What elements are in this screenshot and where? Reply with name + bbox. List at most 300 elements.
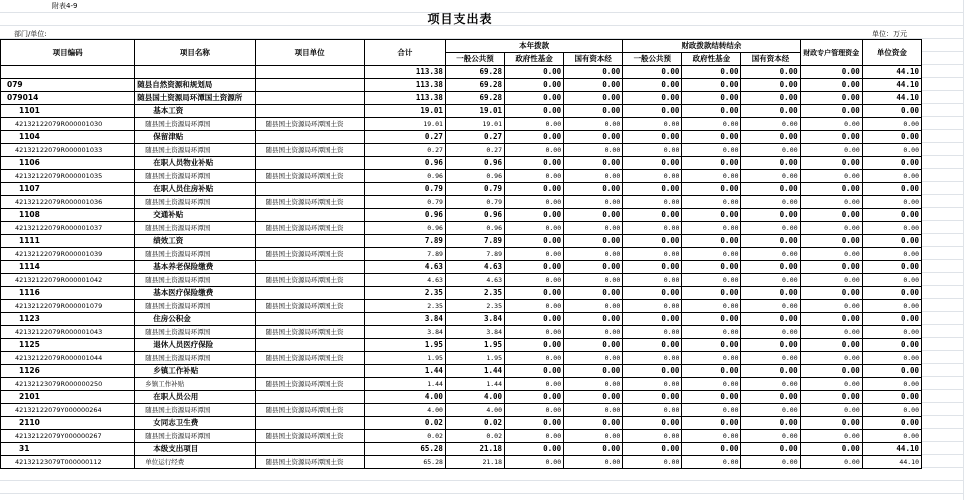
cell-state-capital[interactable]: 0.00: [564, 79, 623, 92]
cell-special-account[interactable]: 0.00: [800, 144, 862, 157]
cell-carry-general-budget[interactable]: 0.00: [623, 235, 682, 248]
cell-carry-government-fund[interactable]: 0.00: [682, 144, 741, 157]
cell-project-code[interactable]: [1, 66, 135, 79]
cell-carry-state-capital[interactable]: 0.00: [741, 105, 800, 118]
cell-project-name[interactable]: 随县国土资源局环潭国: [135, 196, 255, 209]
cell-project-unit[interactable]: [255, 157, 364, 170]
cell-total[interactable]: 1.95: [364, 352, 445, 365]
header-sub-carry-state-capital[interactable]: 国有资本经: [741, 53, 800, 66]
cell-general-budget[interactable]: 19.01: [445, 105, 504, 118]
cell-government-fund[interactable]: 0.00: [505, 183, 564, 196]
header-code[interactable]: 项目编码: [1, 40, 135, 66]
cell-carry-state-capital[interactable]: 0.00: [741, 92, 800, 105]
cell-project-unit[interactable]: 随县国土资源局环潭国土资: [255, 404, 364, 417]
cell-state-capital[interactable]: 0.00: [564, 404, 623, 417]
cell-carry-government-fund[interactable]: 0.00: [682, 417, 741, 430]
cell-project-name[interactable]: 随县国土资源局环潭国: [135, 300, 255, 313]
cell-carry-government-fund[interactable]: 0.00: [682, 456, 741, 469]
cell-general-budget[interactable]: 0.96: [445, 222, 504, 235]
cell-project-code[interactable]: 42132122079R000001030: [1, 118, 135, 131]
cell-unit-fund[interactable]: 0.00: [862, 118, 921, 131]
cell-government-fund[interactable]: 0.00: [505, 66, 564, 79]
cell-government-fund[interactable]: 0.00: [505, 170, 564, 183]
cell-total[interactable]: 0.02: [364, 430, 445, 443]
cell-total[interactable]: 4.00: [364, 404, 445, 417]
header-sub-state-capital[interactable]: 国有资本经: [564, 53, 623, 66]
cell-project-name[interactable]: 随县国土资源局环潭国: [135, 326, 255, 339]
cell-project-unit[interactable]: [255, 209, 364, 222]
cell-unit-fund[interactable]: 0.00: [862, 196, 921, 209]
cell-carry-government-fund[interactable]: 0.00: [682, 131, 741, 144]
cell-project-code[interactable]: 079: [1, 79, 135, 92]
cell-special-account[interactable]: 0.00: [800, 352, 862, 365]
cell-project-unit[interactable]: [255, 287, 364, 300]
cell-state-capital[interactable]: 0.00: [564, 118, 623, 131]
cell-carry-government-fund[interactable]: 0.00: [682, 430, 741, 443]
cell-state-capital[interactable]: 0.00: [564, 144, 623, 157]
cell-project-name[interactable]: 单位运行经费: [135, 456, 255, 469]
cell-project-code[interactable]: 42132122079R000001037: [1, 222, 135, 235]
cell-carry-government-fund[interactable]: 0.00: [682, 261, 741, 274]
cell-carry-general-budget[interactable]: 0.00: [623, 92, 682, 105]
cell-government-fund[interactable]: 0.00: [505, 417, 564, 430]
cell-special-account[interactable]: 0.00: [800, 196, 862, 209]
cell-carry-government-fund[interactable]: 0.00: [682, 66, 741, 79]
cell-total[interactable]: 7.89: [364, 235, 445, 248]
cell-total[interactable]: 113.38: [364, 92, 445, 105]
cell-carry-state-capital[interactable]: 0.00: [741, 365, 800, 378]
header-carryover-group[interactable]: 财政拨款结转结余: [623, 40, 800, 53]
cell-project-name[interactable]: 随县国土资源局环潭国: [135, 274, 255, 287]
cell-state-capital[interactable]: 0.00: [564, 274, 623, 287]
cell-project-code[interactable]: 42132122079R000001044: [1, 352, 135, 365]
cell-project-name[interactable]: 在职人员住房补贴: [135, 183, 255, 196]
cell-total[interactable]: 7.89: [364, 248, 445, 261]
cell-carry-state-capital[interactable]: 0.00: [741, 144, 800, 157]
cell-carry-state-capital[interactable]: 0.00: [741, 248, 800, 261]
cell-carry-general-budget[interactable]: 0.00: [623, 209, 682, 222]
cell-special-account[interactable]: 0.00: [800, 222, 862, 235]
cell-government-fund[interactable]: 0.00: [505, 118, 564, 131]
cell-project-unit[interactable]: [255, 391, 364, 404]
cell-carry-state-capital[interactable]: 0.00: [741, 456, 800, 469]
cell-government-fund[interactable]: 0.00: [505, 339, 564, 352]
cell-unit-fund[interactable]: 0.00: [862, 209, 921, 222]
cell-project-name[interactable]: 乡镇工作补贴: [135, 378, 255, 391]
cell-special-account[interactable]: 0.00: [800, 456, 862, 469]
cell-carry-government-fund[interactable]: 0.00: [682, 352, 741, 365]
header-unit-fund[interactable]: 单位资金: [862, 40, 921, 66]
cell-carry-general-budget[interactable]: 0.00: [623, 196, 682, 209]
cell-unit-fund[interactable]: 0.00: [862, 326, 921, 339]
cell-state-capital[interactable]: 0.00: [564, 131, 623, 144]
cell-special-account[interactable]: 0.00: [800, 248, 862, 261]
cell-project-unit[interactable]: 随县国土资源局环潭国土资: [255, 248, 364, 261]
cell-unit-fund[interactable]: 44.10: [862, 79, 921, 92]
cell-special-account[interactable]: 0.00: [800, 157, 862, 170]
cell-general-budget[interactable]: 0.02: [445, 417, 504, 430]
cell-special-account[interactable]: 0.00: [800, 365, 862, 378]
cell-project-unit[interactable]: [255, 417, 364, 430]
cell-carry-state-capital[interactable]: 0.00: [741, 131, 800, 144]
cell-project-unit[interactable]: 随县国土资源局环潭国土资: [255, 222, 364, 235]
cell-government-fund[interactable]: 0.00: [505, 144, 564, 157]
cell-total[interactable]: 113.38: [364, 79, 445, 92]
cell-general-budget[interactable]: 4.00: [445, 391, 504, 404]
cell-project-name[interactable]: 交通补贴: [135, 209, 255, 222]
cell-carry-government-fund[interactable]: 0.00: [682, 339, 741, 352]
cell-state-capital[interactable]: 0.00: [564, 261, 623, 274]
cell-carry-government-fund[interactable]: 0.00: [682, 248, 741, 261]
cell-carry-general-budget[interactable]: 0.00: [623, 300, 682, 313]
cell-state-capital[interactable]: 0.00: [564, 300, 623, 313]
cell-general-budget[interactable]: 1.44: [445, 378, 504, 391]
cell-government-fund[interactable]: 0.00: [505, 196, 564, 209]
cell-total[interactable]: 65.28: [364, 456, 445, 469]
cell-carry-general-budget[interactable]: 0.00: [623, 66, 682, 79]
cell-unit-fund[interactable]: 0.00: [862, 261, 921, 274]
cell-unit-fund[interactable]: 0.00: [862, 352, 921, 365]
cell-general-budget[interactable]: 4.63: [445, 274, 504, 287]
cell-carry-government-fund[interactable]: 0.00: [682, 443, 741, 456]
cell-state-capital[interactable]: 0.00: [564, 157, 623, 170]
cell-total[interactable]: 1.95: [364, 339, 445, 352]
cell-total[interactable]: 2.35: [364, 300, 445, 313]
cell-project-name[interactable]: [135, 66, 255, 79]
cell-project-name[interactable]: 随县国土资源局环潭国: [135, 222, 255, 235]
cell-unit-fund[interactable]: 0.00: [862, 131, 921, 144]
cell-total[interactable]: 113.38: [364, 66, 445, 79]
cell-special-account[interactable]: 0.00: [800, 274, 862, 287]
cell-special-account[interactable]: 0.00: [800, 66, 862, 79]
cell-project-code[interactable]: 42132122079R000001043: [1, 326, 135, 339]
cell-project-unit[interactable]: [255, 235, 364, 248]
cell-carry-state-capital[interactable]: 0.00: [741, 235, 800, 248]
cell-carry-general-budget[interactable]: 0.00: [623, 105, 682, 118]
cell-project-code[interactable]: 079014: [1, 92, 135, 105]
cell-general-budget[interactable]: 7.89: [445, 235, 504, 248]
cell-project-code[interactable]: 42132122079R000001035: [1, 170, 135, 183]
cell-project-unit[interactable]: [255, 79, 364, 92]
cell-project-name[interactable]: 乡镇工作补贴: [135, 365, 255, 378]
cell-unit-fund[interactable]: 0.00: [862, 222, 921, 235]
cell-state-capital[interactable]: 0.00: [564, 339, 623, 352]
cell-project-code[interactable]: 1101: [1, 105, 135, 118]
cell-project-unit[interactable]: 随县国土资源局环潭国土资: [255, 430, 364, 443]
cell-state-capital[interactable]: 0.00: [564, 196, 623, 209]
cell-government-fund[interactable]: 0.00: [505, 300, 564, 313]
cell-unit-fund[interactable]: 44.10: [862, 456, 921, 469]
cell-state-capital[interactable]: 0.00: [564, 235, 623, 248]
cell-total[interactable]: 65.28: [364, 443, 445, 456]
cell-general-budget[interactable]: 0.96: [445, 157, 504, 170]
cell-general-budget[interactable]: 0.96: [445, 170, 504, 183]
cell-carry-government-fund[interactable]: 0.00: [682, 313, 741, 326]
cell-unit-fund[interactable]: 0.00: [862, 274, 921, 287]
header-sub-general-budget[interactable]: 一般公共预: [445, 53, 504, 66]
cell-special-account[interactable]: 0.00: [800, 300, 862, 313]
cell-project-code[interactable]: 42132122079R000001039: [1, 248, 135, 261]
cell-government-fund[interactable]: 0.00: [505, 92, 564, 105]
cell-general-budget[interactable]: 69.28: [445, 92, 504, 105]
cell-carry-general-budget[interactable]: 0.00: [623, 430, 682, 443]
cell-project-unit[interactable]: [255, 66, 364, 79]
cell-project-unit[interactable]: [255, 261, 364, 274]
cell-project-unit[interactable]: 随县国土资源局环潭国土资: [255, 144, 364, 157]
cell-carry-general-budget[interactable]: 0.00: [623, 131, 682, 144]
cell-unit-fund[interactable]: 0.00: [862, 417, 921, 430]
cell-project-name[interactable]: 随县国土资源局环潭国: [135, 430, 255, 443]
cell-carry-government-fund[interactable]: 0.00: [682, 118, 741, 131]
cell-unit-fund[interactable]: 0.00: [862, 144, 921, 157]
cell-carry-government-fund[interactable]: 0.00: [682, 183, 741, 196]
cell-project-code[interactable]: 42132122079R000001033: [1, 144, 135, 157]
cell-project-name[interactable]: 绩效工资: [135, 235, 255, 248]
cell-government-fund[interactable]: 0.00: [505, 222, 564, 235]
cell-special-account[interactable]: 0.00: [800, 118, 862, 131]
cell-carry-general-budget[interactable]: 0.00: [623, 157, 682, 170]
cell-general-budget[interactable]: 1.44: [445, 365, 504, 378]
cell-project-code[interactable]: 1107: [1, 183, 135, 196]
cell-carry-state-capital[interactable]: 0.00: [741, 183, 800, 196]
cell-special-account[interactable]: 0.00: [800, 235, 862, 248]
cell-general-budget[interactable]: 1.95: [445, 352, 504, 365]
cell-project-name[interactable]: 本级支出项目: [135, 443, 255, 456]
cell-special-account[interactable]: 0.00: [800, 391, 862, 404]
cell-special-account[interactable]: 0.00: [800, 313, 862, 326]
cell-carry-government-fund[interactable]: 0.00: [682, 274, 741, 287]
cell-government-fund[interactable]: 0.00: [505, 326, 564, 339]
cell-project-unit[interactable]: [255, 339, 364, 352]
cell-state-capital[interactable]: 0.00: [564, 92, 623, 105]
cell-general-budget[interactable]: 2.35: [445, 287, 504, 300]
cell-project-name[interactable]: 基本养老保险缴费: [135, 261, 255, 274]
cell-carry-state-capital[interactable]: 0.00: [741, 118, 800, 131]
cell-carry-state-capital[interactable]: 0.00: [741, 378, 800, 391]
cell-carry-state-capital[interactable]: 0.00: [741, 313, 800, 326]
cell-project-name[interactable]: 基本工资: [135, 105, 255, 118]
cell-carry-government-fund[interactable]: 0.00: [682, 235, 741, 248]
cell-general-budget[interactable]: 21.18: [445, 443, 504, 456]
cell-state-capital[interactable]: 0.00: [564, 287, 623, 300]
cell-government-fund[interactable]: 0.00: [505, 235, 564, 248]
cell-project-unit[interactable]: 随县国土资源局环潭国土资: [255, 300, 364, 313]
cell-carry-government-fund[interactable]: 0.00: [682, 105, 741, 118]
cell-project-unit[interactable]: [255, 183, 364, 196]
cell-carry-state-capital[interactable]: 0.00: [741, 339, 800, 352]
cell-special-account[interactable]: 0.00: [800, 261, 862, 274]
cell-total[interactable]: 4.63: [364, 261, 445, 274]
cell-carry-state-capital[interactable]: 0.00: [741, 287, 800, 300]
cell-carry-state-capital[interactable]: 0.00: [741, 170, 800, 183]
cell-government-fund[interactable]: 0.00: [505, 261, 564, 274]
cell-project-unit[interactable]: [255, 92, 364, 105]
cell-government-fund[interactable]: 0.00: [505, 378, 564, 391]
cell-state-capital[interactable]: 0.00: [564, 443, 623, 456]
cell-special-account[interactable]: 0.00: [800, 131, 862, 144]
cell-project-code[interactable]: 31: [1, 443, 135, 456]
cell-general-budget[interactable]: 4.63: [445, 261, 504, 274]
cell-project-code[interactable]: 1111: [1, 235, 135, 248]
cell-special-account[interactable]: 0.00: [800, 404, 862, 417]
cell-carry-state-capital[interactable]: 0.00: [741, 404, 800, 417]
cell-unit-fund[interactable]: 44.10: [862, 92, 921, 105]
cell-project-unit[interactable]: [255, 131, 364, 144]
cell-total[interactable]: 0.02: [364, 417, 445, 430]
cell-carry-state-capital[interactable]: 0.00: [741, 79, 800, 92]
cell-unit-fund[interactable]: 0.00: [862, 365, 921, 378]
cell-special-account[interactable]: 0.00: [800, 79, 862, 92]
cell-state-capital[interactable]: 0.00: [564, 222, 623, 235]
cell-project-name[interactable]: 保留津贴: [135, 131, 255, 144]
cell-state-capital[interactable]: 0.00: [564, 170, 623, 183]
cell-carry-government-fund[interactable]: 0.00: [682, 196, 741, 209]
cell-special-account[interactable]: 0.00: [800, 183, 862, 196]
cell-state-capital[interactable]: 0.00: [564, 352, 623, 365]
cell-carry-state-capital[interactable]: 0.00: [741, 300, 800, 313]
cell-unit-fund[interactable]: 0.00: [862, 378, 921, 391]
cell-special-account[interactable]: 0.00: [800, 378, 862, 391]
cell-total[interactable]: 3.84: [364, 326, 445, 339]
cell-total[interactable]: 2.35: [364, 287, 445, 300]
cell-state-capital[interactable]: 0.00: [564, 456, 623, 469]
cell-carry-state-capital[interactable]: 0.00: [741, 66, 800, 79]
cell-project-code[interactable]: 42132122079R000001042: [1, 274, 135, 287]
cell-carry-general-budget[interactable]: 0.00: [623, 443, 682, 456]
cell-carry-government-fund[interactable]: 0.00: [682, 300, 741, 313]
cell-unit-fund[interactable]: 0.00: [862, 157, 921, 170]
header-special-account[interactable]: 财政专户管理资金: [800, 40, 862, 66]
cell-government-fund[interactable]: 0.00: [505, 391, 564, 404]
cell-carry-general-budget[interactable]: 0.00: [623, 248, 682, 261]
cell-total[interactable]: 4.63: [364, 274, 445, 287]
cell-carry-state-capital[interactable]: 0.00: [741, 352, 800, 365]
cell-project-unit[interactable]: [255, 105, 364, 118]
cell-project-name[interactable]: 在职人员公用: [135, 391, 255, 404]
cell-project-name[interactable]: 随县国土资源局环潭国: [135, 248, 255, 261]
cell-carry-general-budget[interactable]: 0.00: [623, 326, 682, 339]
cell-project-code[interactable]: 1108: [1, 209, 135, 222]
cell-carry-government-fund[interactable]: 0.00: [682, 92, 741, 105]
cell-project-unit[interactable]: 随县国土资源局环潭国土资: [255, 196, 364, 209]
cell-project-unit[interactable]: 随县国土资源局环潭国土资: [255, 170, 364, 183]
cell-project-name[interactable]: 退休人员医疗保险: [135, 339, 255, 352]
cell-carry-general-budget[interactable]: 0.00: [623, 261, 682, 274]
cell-carry-government-fund[interactable]: 0.00: [682, 79, 741, 92]
cell-carry-government-fund[interactable]: 0.00: [682, 378, 741, 391]
cell-unit-fund[interactable]: 0.00: [862, 300, 921, 313]
cell-total[interactable]: 0.96: [364, 209, 445, 222]
cell-carry-state-capital[interactable]: 0.00: [741, 443, 800, 456]
cell-general-budget[interactable]: 7.89: [445, 248, 504, 261]
cell-state-capital[interactable]: 0.00: [564, 313, 623, 326]
cell-special-account[interactable]: 0.00: [800, 417, 862, 430]
cell-special-account[interactable]: 0.00: [800, 209, 862, 222]
cell-general-budget[interactable]: 0.96: [445, 209, 504, 222]
cell-state-capital[interactable]: 0.00: [564, 378, 623, 391]
cell-project-code[interactable]: 42132123079R000000250: [1, 378, 135, 391]
cell-unit-fund[interactable]: 0.00: [862, 235, 921, 248]
cell-government-fund[interactable]: 0.00: [505, 157, 564, 170]
cell-unit-fund[interactable]: 0.00: [862, 339, 921, 352]
cell-special-account[interactable]: 0.00: [800, 339, 862, 352]
cell-carry-general-budget[interactable]: 0.00: [623, 352, 682, 365]
cell-general-budget[interactable]: 69.28: [445, 66, 504, 79]
cell-carry-general-budget[interactable]: 0.00: [623, 417, 682, 430]
cell-general-budget[interactable]: 1.95: [445, 339, 504, 352]
cell-project-code[interactable]: 1126: [1, 365, 135, 378]
cell-carry-state-capital[interactable]: 0.00: [741, 261, 800, 274]
cell-project-code[interactable]: 2110: [1, 417, 135, 430]
cell-state-capital[interactable]: 0.00: [564, 326, 623, 339]
cell-project-unit[interactable]: [255, 443, 364, 456]
cell-general-budget[interactable]: 0.79: [445, 196, 504, 209]
cell-carry-state-capital[interactable]: 0.00: [741, 391, 800, 404]
cell-project-code[interactable]: 42132122079R000001079: [1, 300, 135, 313]
cell-unit-fund[interactable]: 0.00: [862, 430, 921, 443]
cell-state-capital[interactable]: 0.00: [564, 66, 623, 79]
header-total[interactable]: 合计: [364, 40, 445, 66]
cell-carry-government-fund[interactable]: 0.00: [682, 209, 741, 222]
cell-carry-state-capital[interactable]: 0.00: [741, 274, 800, 287]
cell-carry-general-budget[interactable]: 0.00: [623, 170, 682, 183]
cell-project-name[interactable]: 随县国土资源局环潭国: [135, 118, 255, 131]
cell-project-unit[interactable]: 随县国土资源局环潭国土资: [255, 456, 364, 469]
cell-project-unit[interactable]: 随县国土资源局环潭国土资: [255, 352, 364, 365]
cell-state-capital[interactable]: 0.00: [564, 365, 623, 378]
cell-general-budget[interactable]: 4.00: [445, 404, 504, 417]
cell-total[interactable]: 0.27: [364, 144, 445, 157]
cell-total[interactable]: 4.00: [364, 391, 445, 404]
cell-general-budget[interactable]: 0.27: [445, 144, 504, 157]
header-unit[interactable]: 项目单位: [255, 40, 364, 66]
cell-project-code[interactable]: 1106: [1, 157, 135, 170]
cell-project-code[interactable]: 1123: [1, 313, 135, 326]
cell-general-budget[interactable]: 3.84: [445, 313, 504, 326]
cell-project-unit[interactable]: [255, 365, 364, 378]
cell-carry-general-budget[interactable]: 0.00: [623, 79, 682, 92]
cell-general-budget[interactable]: 0.02: [445, 430, 504, 443]
cell-carry-general-budget[interactable]: 0.00: [623, 183, 682, 196]
cell-state-capital[interactable]: 0.00: [564, 430, 623, 443]
cell-general-budget[interactable]: 21.18: [445, 456, 504, 469]
cell-total[interactable]: 0.79: [364, 183, 445, 196]
cell-project-code[interactable]: 1104: [1, 131, 135, 144]
cell-carry-general-budget[interactable]: 0.00: [623, 313, 682, 326]
cell-carry-general-budget[interactable]: 0.00: [623, 287, 682, 300]
cell-carry-state-capital[interactable]: 0.00: [741, 157, 800, 170]
cell-project-unit[interactable]: [255, 313, 364, 326]
cell-total[interactable]: 0.27: [364, 131, 445, 144]
cell-carry-government-fund[interactable]: 0.00: [682, 326, 741, 339]
cell-carry-government-fund[interactable]: 0.00: [682, 222, 741, 235]
cell-carry-state-capital[interactable]: 0.00: [741, 326, 800, 339]
cell-carry-general-budget[interactable]: 0.00: [623, 391, 682, 404]
cell-special-account[interactable]: 0.00: [800, 170, 862, 183]
cell-project-name[interactable]: 随县国土资源局环潭国: [135, 170, 255, 183]
cell-project-name[interactable]: 随县国土资源局环潭国: [135, 352, 255, 365]
header-sub-carry-government-fund[interactable]: 政府性基金: [682, 53, 741, 66]
cell-carry-government-fund[interactable]: 0.00: [682, 391, 741, 404]
cell-government-fund[interactable]: 0.00: [505, 313, 564, 326]
cell-unit-fund[interactable]: 0.00: [862, 170, 921, 183]
cell-state-capital[interactable]: 0.00: [564, 248, 623, 261]
cell-government-fund[interactable]: 0.00: [505, 456, 564, 469]
cell-project-name[interactable]: 基本医疗保险缴费: [135, 287, 255, 300]
cell-project-name[interactable]: 女同志卫生费: [135, 417, 255, 430]
cell-carry-government-fund[interactable]: 0.00: [682, 404, 741, 417]
cell-total[interactable]: 0.96: [364, 222, 445, 235]
